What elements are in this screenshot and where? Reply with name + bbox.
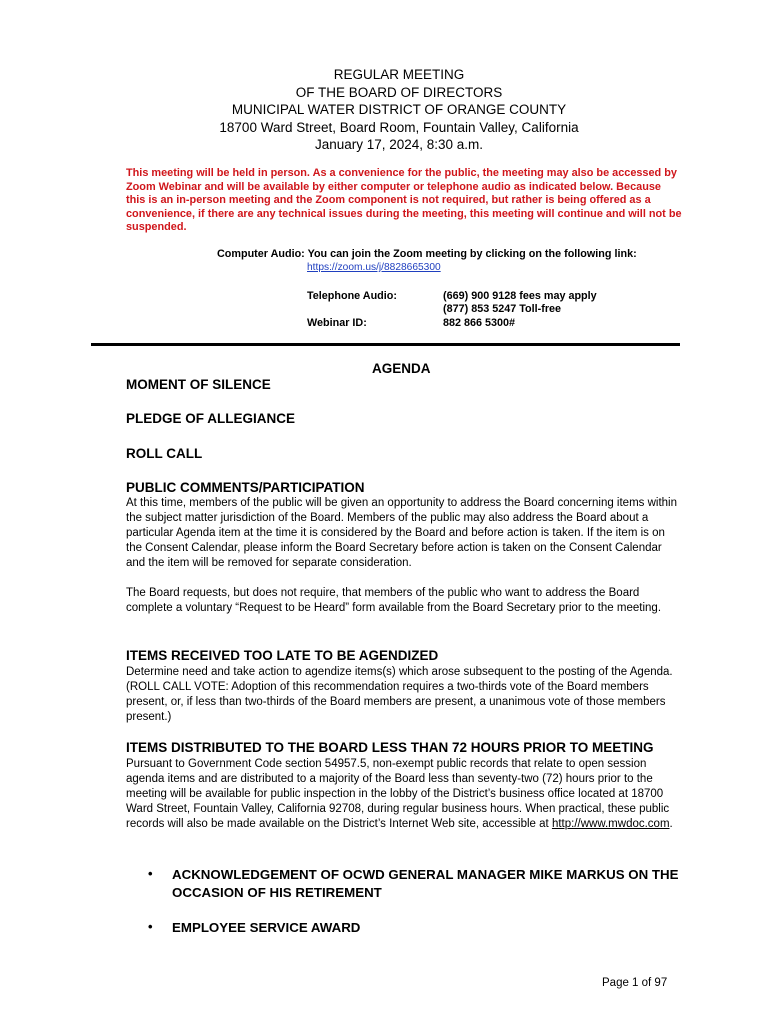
webinar-id-label: Webinar ID: [307,317,367,329]
header-district: MUNICIPAL WATER DISTRICT OF ORANGE COUNTY [231,102,567,117]
distributed-items-section [126,739,686,832]
header-date-time: January 17, 2024, 8:30 a.m. [314,137,484,152]
page-number: Page 1 of 97 [602,977,668,989]
mwdoc-website-link[interactable]: http://www.mwdoc.com [551,818,670,830]
section-divider [91,343,680,346]
header-board: OF THE BOARD OF DIRECTORS [295,84,503,100]
retirement-acknowledgement-item: ACKNOWLEDGEMENT OF OCWD GENERAL MANAGER MIKE MARKUS ON THE OCCASION OF HIS RETIREMENT [172,867,679,900]
distributed-items-period: . [669,818,673,830]
webinar-id-value: 882 866 5300# [443,316,516,329]
public-comments-heading: PUBLIC COMMENTS/PARTICIPATION [126,480,365,495]
telephone-number-fee: (669) 900 9128 fees may apply [443,290,597,302]
public-comments-paragraph-1: At this time, members of the public will be given an opportunity to address the Board concerning items within the subject matter jurisdiction of the Board. Members of the public may also address the Board about a particular Agenda item at the time it is considered by the Board and before action is taken. If the item is on the Consent Calendar, please inform the Board Secretary before action is taken on the Consent Calendar and the item will be removed for separate consideration. [126,497,678,569]
bullet-marker: • [148,919,153,934]
employee-service-award-item: EMPLOYEE SERVICE AWARD [172,920,361,935]
roll-call-heading: ROLL CALL [126,446,203,461]
moment-of-silence-heading: MOMENT OF SILENCE [126,377,271,392]
bullet-marker: • [148,866,153,881]
agenda-title: AGENDA [372,361,431,376]
late-items-paragraph: Determine need and take action to agendize items(s) which arose subsequent to the posting of the Agenda. (ROLL CALL VOTE: Adoption of this recommendation requires a two-thirds vote of the Board members present, or, if less than two-thirds of the Board members are present, a unanimous vote of those members present.) [126,666,673,723]
public-comments-paragraph-2: The Board requests, but does not require, that members of the public who want to address the Board complete a voluntary “Request to be Heard” form available from the Board Secretary prior to the meeting. [126,587,662,614]
zoom-notice: This meeting will be held in person. As a convenience for the public, the meeting may also be accessed by Zoom Webinar and will be available by either computer or telephone audio as indicated below. Because this is an in-person meeting and the Zoom component is not required, but rather is being offered as a convenience, if there are any technical issues during the meeting, this meeting will continue and will not be suspended. [126,167,682,233]
zoom-meeting-link[interactable]: https://zoom.us/j/8828665300 [307,262,441,273]
telephone-audio-label: Telephone Audio: [307,290,397,302]
late-items-heading: ITEMS RECEIVED TOO LATE TO BE AGENDIZED [126,648,439,663]
distributed-items-heading: ITEMS DISTRIBUTED TO THE BOARD LESS THAN 72 HOURS PRIOR TO MEETING [126,740,654,755]
pledge-heading: PLEDGE OF ALLEGIANCE [126,411,296,426]
distributed-items-text: Pursuant to Government Code section 54957.5, non-exempt public records that relate to open session agenda items and are distributed to a majority of the Board less than seventy-two (72) hours prior to the meeting will be available for public inspection in the lobby of the District’s business office located at 18700 Ward Street, Fountain Valley, California 92708, during regular business hours. When practical, these public records will also be made available on the District’s Internet Web site, accessible at [126,758,670,830]
telephone-number-tollfree: (877) 853 5247 Toll-free [443,303,562,316]
telephone-numbers [443,290,597,330]
header-address: 18700 Ward Street, Board Room, Fountain Valley, California [219,119,579,135]
header-meeting-type: REGULAR MEETING [333,67,465,82]
meeting-header [0,66,770,154]
computer-audio-text: Computer Audio: You can join the Zoom meeting by clicking on the following link: [217,248,637,260]
